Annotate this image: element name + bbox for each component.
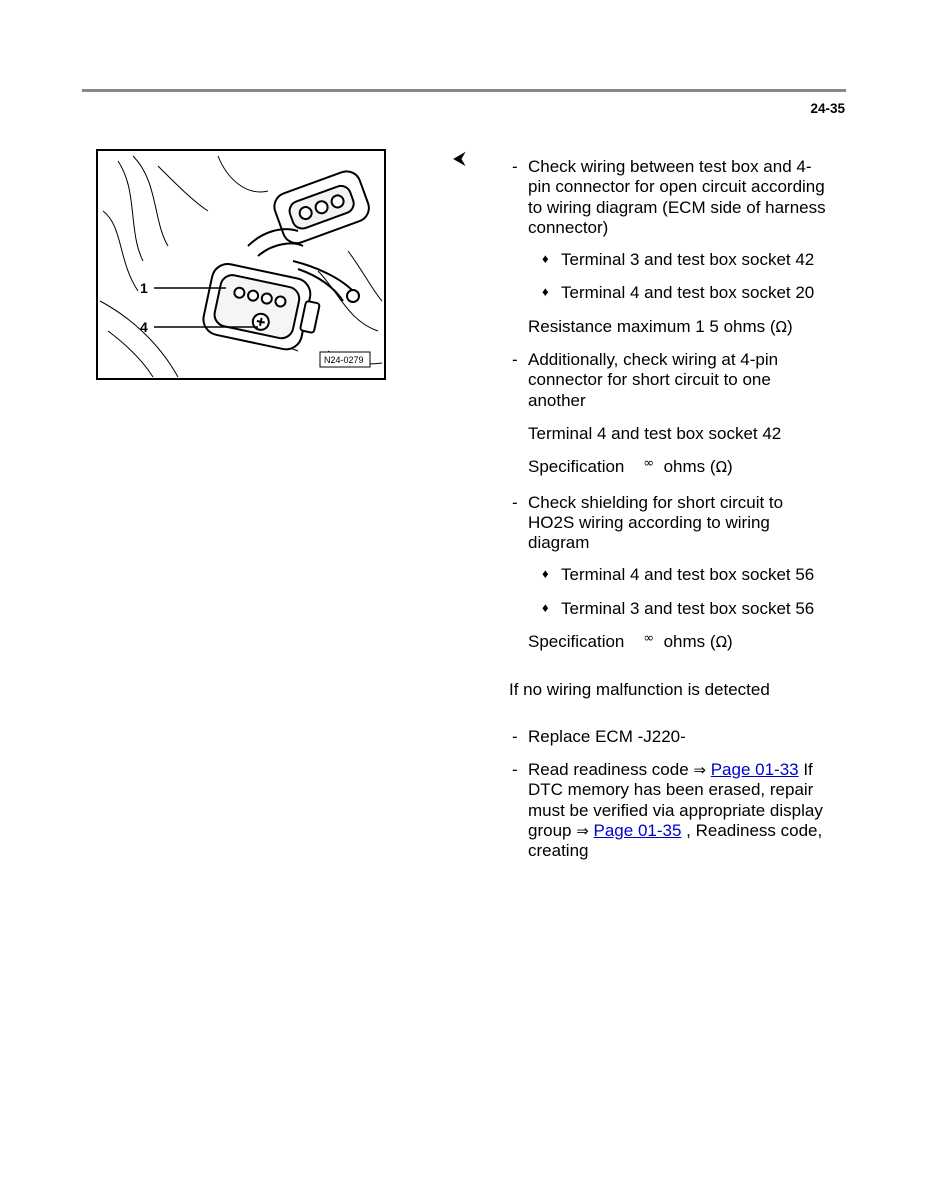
- dash-marker: -: [512, 157, 518, 176]
- close-paren: ): [727, 632, 733, 652]
- step-text: Replace ECM -J220-: [528, 726, 686, 746]
- ohm-symbol: Ω: [715, 458, 728, 477]
- close-paren: ): [787, 316, 793, 336]
- ohm-symbol: Ω: [775, 317, 787, 336]
- bullet-text: Terminal 3 and test box socket 42: [561, 250, 815, 270]
- page-01-33-link[interactable]: Page 01-33: [710, 759, 799, 779]
- connector-drawing: [98, 151, 384, 378]
- diamond-bullet-icon: ♦: [542, 599, 549, 615]
- bullet-text: Terminal 4 and test box socket 56: [561, 565, 815, 585]
- page-01-35-link[interactable]: Page 01-35: [593, 820, 682, 840]
- step-replace-ecm: [509, 727, 829, 747]
- step-short-circuit: [509, 350, 829, 411]
- spec-label: Specification: [528, 632, 625, 652]
- step-text-part: If DTC memory has been erased, repair must be verified via appropriate display group: [528, 759, 823, 840]
- callout-4: 4: [140, 319, 148, 335]
- step-text: Check shielding for short circuit to HO2S wiring according to wiring diagram: [528, 492, 784, 553]
- bullet-item: [528, 283, 829, 303]
- terminal-note: Terminal 4 and test box socket 42: [528, 423, 782, 443]
- spec-label: Specification: [528, 457, 625, 477]
- page-number: 24-35: [810, 101, 845, 116]
- connector-illustration: [96, 149, 386, 380]
- header-rule: [82, 89, 846, 92]
- dash-marker: -: [512, 726, 518, 746]
- bullet-item: [528, 565, 829, 585]
- diamond-bullet-icon: ♦: [542, 284, 549, 300]
- bullet-text: Terminal 4 and test box socket 20: [561, 283, 815, 303]
- instruction-column: [509, 157, 829, 861]
- reference-arrow-icon: ⇒: [693, 760, 706, 779]
- step-check-open-circuit: [509, 157, 829, 238]
- step-text: Additionally, check wiring at 4-pin connector for short circuit to one another: [528, 350, 779, 410]
- dash-marker: -: [512, 492, 518, 512]
- step-check-shielding: [509, 493, 829, 554]
- ohm-symbol: Ω: [715, 633, 728, 652]
- close-paren: ): [727, 457, 733, 477]
- bullet-item: [528, 250, 829, 270]
- step-text-part: , Readiness code, creating: [528, 820, 823, 861]
- bullet-item: [528, 599, 829, 619]
- bullet-text: Terminal 3 and test box socket 56: [561, 598, 815, 618]
- figure-pointer-icon: ⮜: [453, 148, 466, 168]
- specification-line: [509, 457, 829, 479]
- diamond-bullet-icon: ♦: [542, 566, 549, 582]
- step-text-part: Read readiness code: [528, 759, 694, 779]
- resistance-spec: [509, 317, 829, 337]
- diamond-bullet-icon: ♦: [542, 251, 549, 267]
- dash-marker: -: [512, 759, 518, 779]
- ohms-text: ohms (: [663, 632, 716, 652]
- step-text: Check wiring between test box and 4-pin connector for open circuit according to wiring diagram (ECM side of harness connector): [528, 157, 826, 237]
- dash-marker: -: [512, 350, 518, 370]
- reference-arrow-icon: ⇒: [576, 821, 589, 840]
- image-reference: N24-0279: [324, 355, 364, 365]
- resistance-text: Resistance maximum 1 5 ohms (: [528, 316, 776, 336]
- infinity-symbol: ∞: [643, 456, 655, 472]
- no-malfunction-heading: If no wiring malfunction is detected: [509, 680, 770, 700]
- ohms-text: ohms (: [663, 457, 716, 477]
- step-read-readiness: [509, 760, 829, 861]
- infinity-symbol: ∞: [643, 631, 655, 647]
- callout-1: 1: [140, 280, 148, 296]
- specification-line: [509, 632, 829, 654]
